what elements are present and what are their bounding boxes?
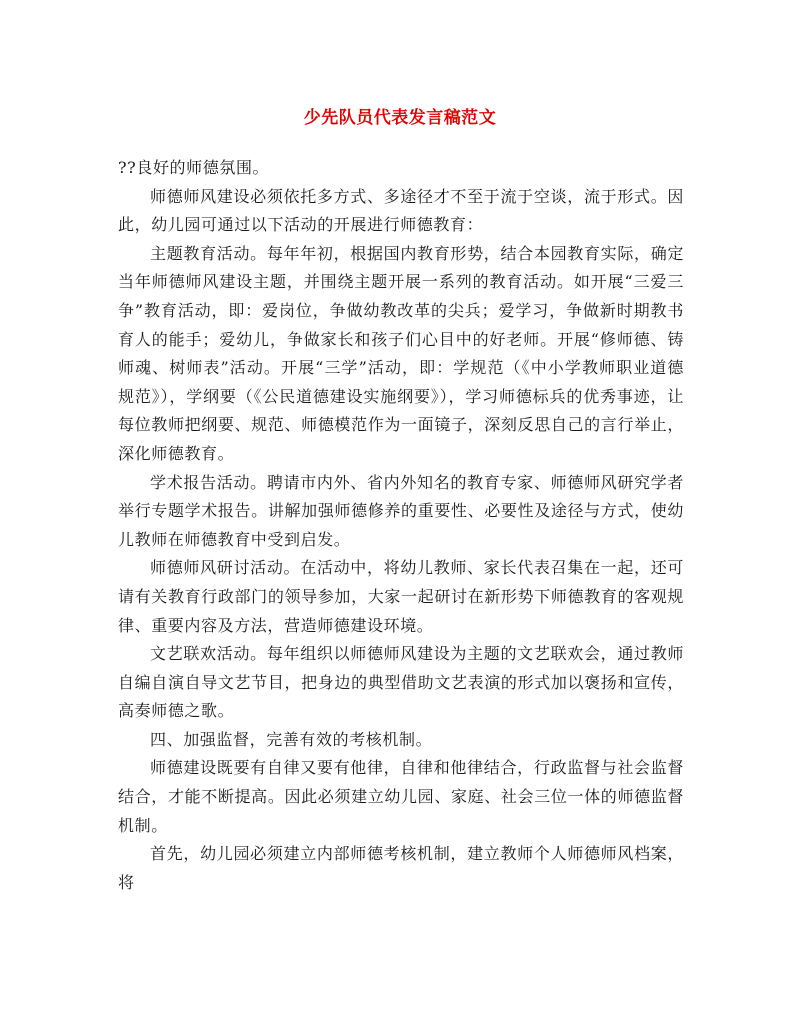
paragraph: ??良好的师德氛围。 bbox=[118, 158, 270, 177]
document-body bbox=[118, 154, 684, 897]
paragraph: 师德师风研讨活动。在活动中，将幼儿教师、家长代表召集在一起，还可请有关教育行政部门的领导参加，大家一起研讨在新形势下师德教育的客观规律、重要内容及方法，营造师德建设环境。 bbox=[118, 558, 684, 635]
paragraph: 文艺联欢活动。每年组织以师德师风建设为主题的文艺联欢会，通过教师自编自演自导文艺节目，把身边的典型借助文艺表演的形式加以褒扬和宣传，高奏师德之歌。 bbox=[118, 644, 684, 721]
paragraph: 主题教育活动。每年年初，根据国内教育形势，结合本园教育实际，确定当年师德师风建设主题，并围绕主题开展一系列的教育活动。如开展“三爱三争”教育活动，即：爱岗位，争做幼教改革的尖兵；爱学习，争做新时期教书育人的能手；爱幼儿，争做家长和孩子们心目中的好老师。开展“修师德、铸师魂、树师表”活动。开展“三学”活动，即：学规范（《中小学教师职业道德规范》），学纲要（《公民道德建设实施纲要》），学习师德标兵的优秀事迹，让每位教师把纲要、规范、师德模范作为一面镜子，深刻反思自己的言行举止，深化师德教育。 bbox=[118, 243, 684, 463]
paragraph: 师德师风建设必须依托多方式、多途径才不至于流于空谈，流于形式。因此，幼儿园可通过以下活动的开展进行师德教育： bbox=[118, 186, 684, 235]
paragraph: 学术报告活动。聘请市内外、省内外知名的教育专家、师德师风研究学者举行专题学术报告。讲解加强师德修养的重要性、必要性及途径与方式，使幼儿教师在师德教育中受到启发。 bbox=[118, 472, 684, 549]
paragraph: 师德建设既要有自律又要有他律，自律和他律结合，行政监督与社会监督结合，才能不断提高。因此必须建立幼儿园、家庭、社会三位一体的师德监督机制。 bbox=[118, 758, 684, 835]
document-title: 少先队员代表发言稿范文 bbox=[303, 108, 497, 128]
paragraph: 首先，幼儿园必须建立内部师德考核机制，建立教师个人师德师风档案，将 bbox=[118, 844, 684, 892]
section-heading: 四、加强监督，完善有效的考核机制。 bbox=[150, 729, 433, 749]
